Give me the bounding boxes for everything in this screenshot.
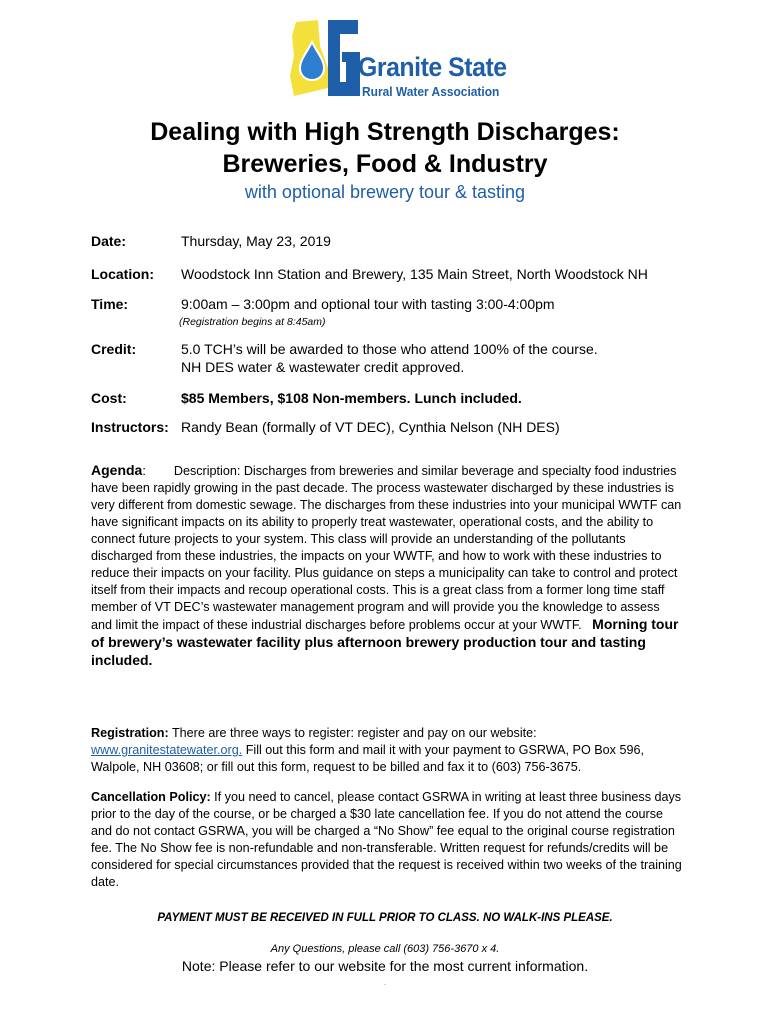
page-title	[0, 116, 770, 180]
time-value: 9:00am – 3:00pm and optional tour with tasting 3:00-4:00pm	[181, 296, 555, 312]
registration-section	[91, 725, 683, 776]
instructors-label: Instructors:	[91, 419, 169, 435]
credit-line-1: 5.0 TCH’s will be awarded to those who attend 100% of the course.	[181, 341, 598, 357]
instructors-value: Randy Bean (formally of VT DEC), Cynthia Nelson (NH DES)	[181, 419, 560, 435]
agenda-description: Description: Discharges from breweries and similar beverage and specialty food industries have been rapidly growing in the past decade. The process wastewater discharged by these industries is very different from domestic sewage. The discharges from these industries into your municipal WWTF can have significant impacts on its ability to properly treat wastewater, operational costs, and the ability to connect future projects to your system. This class will provide an understanding of the pollutants discharged from these industries, the impacts on your WWTF, and how to work with these industries to reduce their impacts on your facility. Plus guidance on steps a municipality can take to control and protect itself from their impacts and recoup operational costs. This is a great class from a former long time staff member of VT DEC’s wastewater management program and will provide you the knowledge to assess and limit the impact of these industrial discharges before problems occur at your WWTF.	[91, 464, 682, 632]
registration-text-1: There are three ways to register: register and pay on our website:	[171, 726, 537, 740]
registration-text-2: Fill out this form and mail it with your payment to GSRWA, PO Box 596, Walpole, NH 03608; or fill out this form, request to be billed and fax it to (603) 756-3675.	[91, 743, 644, 774]
organization-logo	[276, 16, 507, 102]
logo-name: Granite State	[358, 52, 507, 82]
cancellation-section	[91, 789, 683, 891]
trailing-dot: .	[383, 978, 387, 987]
agenda-section	[91, 462, 683, 670]
registration-label: Registration:	[91, 726, 169, 740]
date-value: Thursday, May 23, 2019	[181, 233, 331, 249]
credit-label: Credit:	[91, 341, 137, 357]
time-note: (Registration begins at 8:45am)	[179, 316, 326, 328]
title-line-2: Breweries, Food & Industry	[222, 150, 548, 178]
questions-contact: Any Questions, please call (603) 756-3670 x 4.	[270, 943, 500, 955]
logo-graphic	[276, 16, 366, 102]
agenda-highlight: Morning tour of brewery’s wastewater facility plus afternoon brewery production tour and tasting included.	[91, 616, 679, 668]
cost-value: $85 Members, $108 Non-members. Lunch included.	[181, 390, 522, 406]
page-subtitle: with optional brewery tour & tasting	[244, 182, 526, 202]
logo-tagline: Rural Water Association	[362, 84, 500, 99]
payment-notice: PAYMENT MUST BE RECEIVED IN FULL PRIOR TO CLASS. NO WALK-INS PLEASE.	[157, 912, 613, 924]
credit-line-2: NH DES water & wastewater credit approved.	[181, 359, 465, 375]
agenda-label: Agenda	[91, 462, 143, 478]
agenda-colon: :	[142, 464, 146, 478]
location-value: Woodstock Inn Station and Brewery, 135 Main Street, North Woodstock NH	[181, 266, 648, 282]
website-note: Note: Please refer to our website for the most current information.	[181, 958, 589, 974]
website-link[interactable]: www.granitestatewater.org.	[91, 743, 243, 757]
location-label: Location:	[91, 266, 154, 282]
date-label: Date:	[91, 233, 127, 249]
cancellation-text: If you need to cancel, please contact GSRWA in writing at least three business days prior to the day of the course, or be charged a $30 late cancellation fee. If you do not attend the course and do not contact GSRWA, you will be charged a “No Show” fee equal to the original course registration fee. The No Show fee is non-refundable and non-transferable. Written request for refunds/credits will be considered for special circumstances provided that the request is received within two weeks of the training date.	[91, 790, 682, 889]
time-label: Time:	[91, 296, 129, 312]
title-line-1: Dealing with High Strength Discharges:	[150, 118, 620, 146]
cancellation-label: Cancellation Policy:	[91, 790, 211, 804]
cost-label: Cost:	[91, 390, 127, 406]
